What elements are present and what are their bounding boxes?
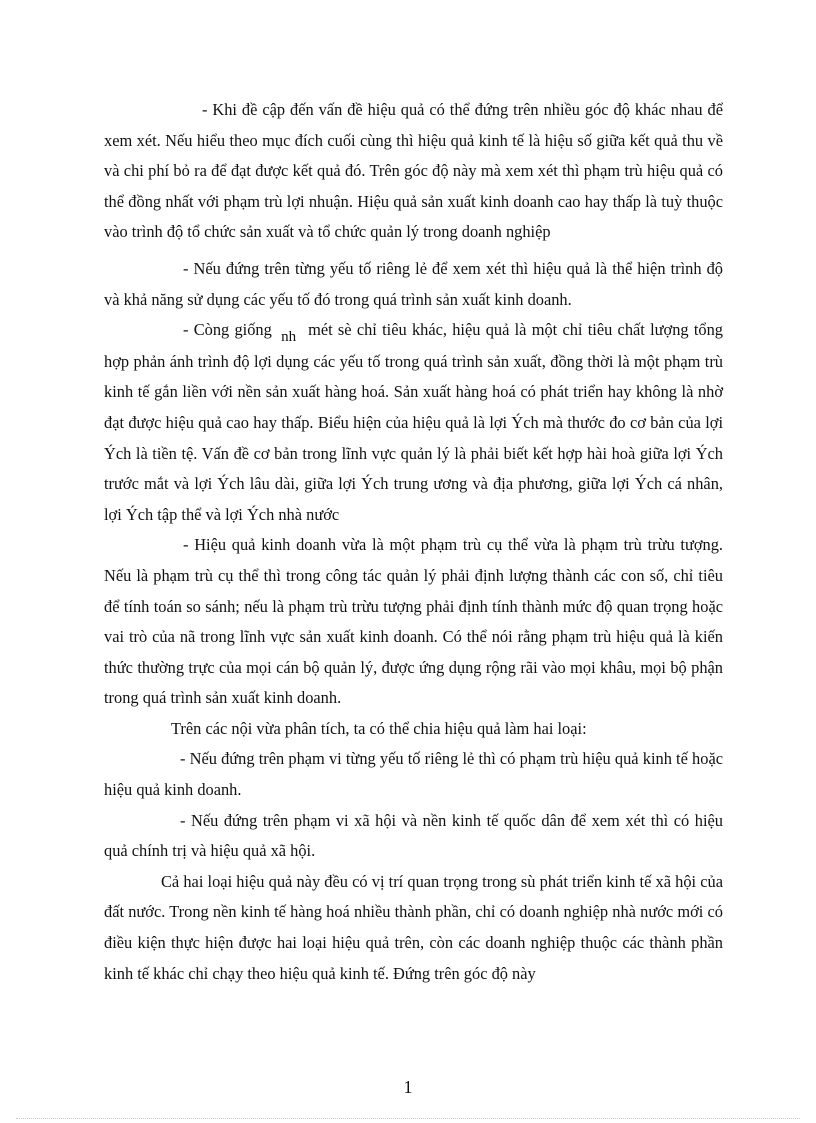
- paragraph: - Khi đề cập đến vấn đề hiệu quả có thể đứng trên nhiều góc độ khác nhau để xem xét. Nếu hiểu theo mục đích cuối cùng thì hiệu quả kinh tế là hiệu số giữa kết quả thu về và chi phí bỏ ra để đạt được kết quả đó. Trên góc độ này mà xem xét thì phạm trù hiệu quả có thể đồng nhất với phạm trù lợi nhuận. Hiệu quả sản xuất kinh doanh cao hay thấp là tuỳ thuộc vào trình độ tổ chức sản xuất và tổ chức quản lý trong doanh nghiệp: [104, 100, 723, 242]
- subscript-fragment: nh: [281, 329, 297, 346]
- page-number: 1: [403, 1077, 413, 1097]
- document-body: [104, 95, 723, 989]
- footer-divider: [16, 1118, 800, 1119]
- paragraph: Cả hai loại hiệu quả này đều có vị trí quan trọng trong sù phát triển kinh tế xã hội của đất nước. Trong nền kinh tế hàng hoá nhiều thành phần, chỉ có doanh nghiệp nhà nước mới có điều kiện thực hiện được hai loại hiệu quả trên, còn các doanh nghiệp thuộc các thành phần kinh tế khác chỉ chạy theo hiệu quả kinh tế. Đứng trên góc độ này: [104, 871, 723, 983]
- paragraph: Trên các nội vừa phân tích, ta có thể chia hiệu quả làm hai loại:: [171, 718, 587, 738]
- paragraph: - Nếu đứng trên phạm vi từng yếu tố riêng lẻ thì có phạm trù hiệu quả kinh tế hoặc hiệu quả kinh doanh.: [104, 749, 723, 800]
- paragraph: [104, 315, 723, 530]
- paragraph-text: mét sè chỉ tiêu khác, hiệu quả là một chỉ tiêu chất lượng tổng hợp phản ánh trình độ lợi dụng các yếu tố trong quá trình sản xuất, đồng thời là một phạm trù kinh tế gắn liền với nền sản xuất hàng hoá. Sản xuất hàng hoá có phát triển hay không là nhờ đạt được hiệu quả cao hay thấp. Biểu hiện của hiệu quả là lợi Ých mà thước đo cơ bản của lợi Ých là tiền tệ. Vấn đề cơ bản trong lĩnh vực quản lý là phải biết kết hợp hài hoà giữa lợi Ých trước mắt và lợi Ých lâu dài, giữa lợi Ých trung ương và địa phương, giữa lợi Ých cá nhân, lợi Ých tập thể và lợi Ých nhà nước: [104, 320, 724, 524]
- paragraph: - Nếu đứng trên từng yếu tố riêng lẻ để xem xét thì hiệu quả là thể hiện trình độ và khả năng sử dụng các yếu tố đó trong quá trình sản xuất kinh doanh.: [104, 258, 723, 309]
- paragraph: - Nếu đứng trên phạm vi xã hội và nền kinh tế quốc dân để xem xét thì có hiệu quả chính trị và hiệu quả xã hội.: [104, 810, 723, 861]
- paragraph: - Hiệu quả kinh doanh vừa là một phạm trù cụ thể vừa là phạm trù trừu tượng. Nếu là phạm trù cụ thể thì trong công tác quản lý phải định lượng thành các con số, chỉ tiêu để tính toán so sánh; nếu là phạm trù trừu tượng phải định tính thành mức độ quan trọng hoặc vai trò của nã trong lĩnh vực sản xuất kinh doanh. Có thể nói rằng phạm trù hiệu quả là kiến thức thường trực của mọi cán bộ quản lý, được ứng dụng rộng rãi vào mọi khâu, mọi bộ phận trong quá trình sản xuất kinh doanh.: [104, 535, 723, 708]
- paragraph-lead: - Còng giống: [183, 320, 272, 340]
